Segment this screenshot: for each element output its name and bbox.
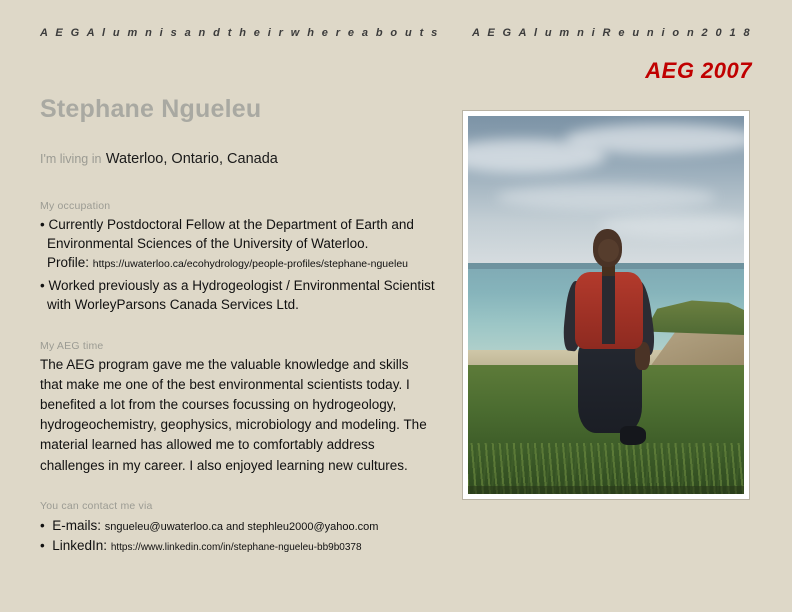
aeg-time-label: My AEG time [40,340,104,352]
photo-cloud [565,124,744,154]
photo-person-face [598,239,619,262]
living-value: Waterloo, Ontario, Canada [105,151,278,167]
contact-list [40,516,440,557]
list-item: • Worked previously as a Hydrogeologist / Environmental Scientist with WorleyParsons Canada Services Ltd. [40,277,440,314]
list-item: • Currently Postdoctoral Fellow at the Department of Earth and Environmental Sciences of the University of Waterloo. [40,216,440,253]
header-left-title: A E G A l u m n i s a n d t h e i r w h e r e a b o u t s [40,27,440,39]
email-value[interactable]: sngueleu@uwaterloo.ca and stephleu2000@yahoo.com [104,521,379,533]
photo-person-legs [578,340,642,434]
profile-photo-frame [462,110,750,500]
profile-link-label: Profile: [47,255,90,271]
occupation-label: My occupation [40,200,111,212]
list-item-email [40,516,440,536]
email-label: E-mails: [52,518,102,533]
photo-person-shoe [620,426,646,445]
photo-person-shirt [602,274,615,344]
contact-section [40,500,440,557]
list-item-linkedin [40,536,440,556]
aeg-time-section [40,340,440,476]
living-label: I'm living in [40,152,102,166]
profile-photo [468,116,744,494]
aeg-time-text: The AEG program gave me the valuable knowledge and skills that make me one of the best environmental scientists today. I benefited a lot from the courses focussing on hydrogeology, hydrogeochemistry, geophysics, microbiology and modeling. The material learned has allowed me to comfortably address challenges in my career. I also enjoyed learning new cultures. [40,357,427,473]
occupation-list-2 [40,277,440,314]
profile-link-line [40,254,440,273]
header-right-title: A E G A l u m n i R e u n i o n 2 0 1 8 [471,27,752,39]
page-title: Stephane Ngueleu [40,95,262,123]
photo-person [554,229,664,463]
profile-link-url[interactable]: https://uwaterloo.ca/ecohydrology/people-profiles/stephane-ngueleu [92,258,409,271]
occupation-section [40,200,440,315]
photo-foreground-edge [468,486,744,494]
living-location [40,150,278,168]
occupation-list [40,216,440,253]
linkedin-value[interactable]: https://www.linkedin.com/in/stephane-ngueleu-bb9b0378 [110,542,362,554]
year-badge: AEG 2007 [645,58,752,83]
linkedin-label: LinkedIn: [52,538,108,554]
contact-label: You can contact me via [40,500,153,512]
